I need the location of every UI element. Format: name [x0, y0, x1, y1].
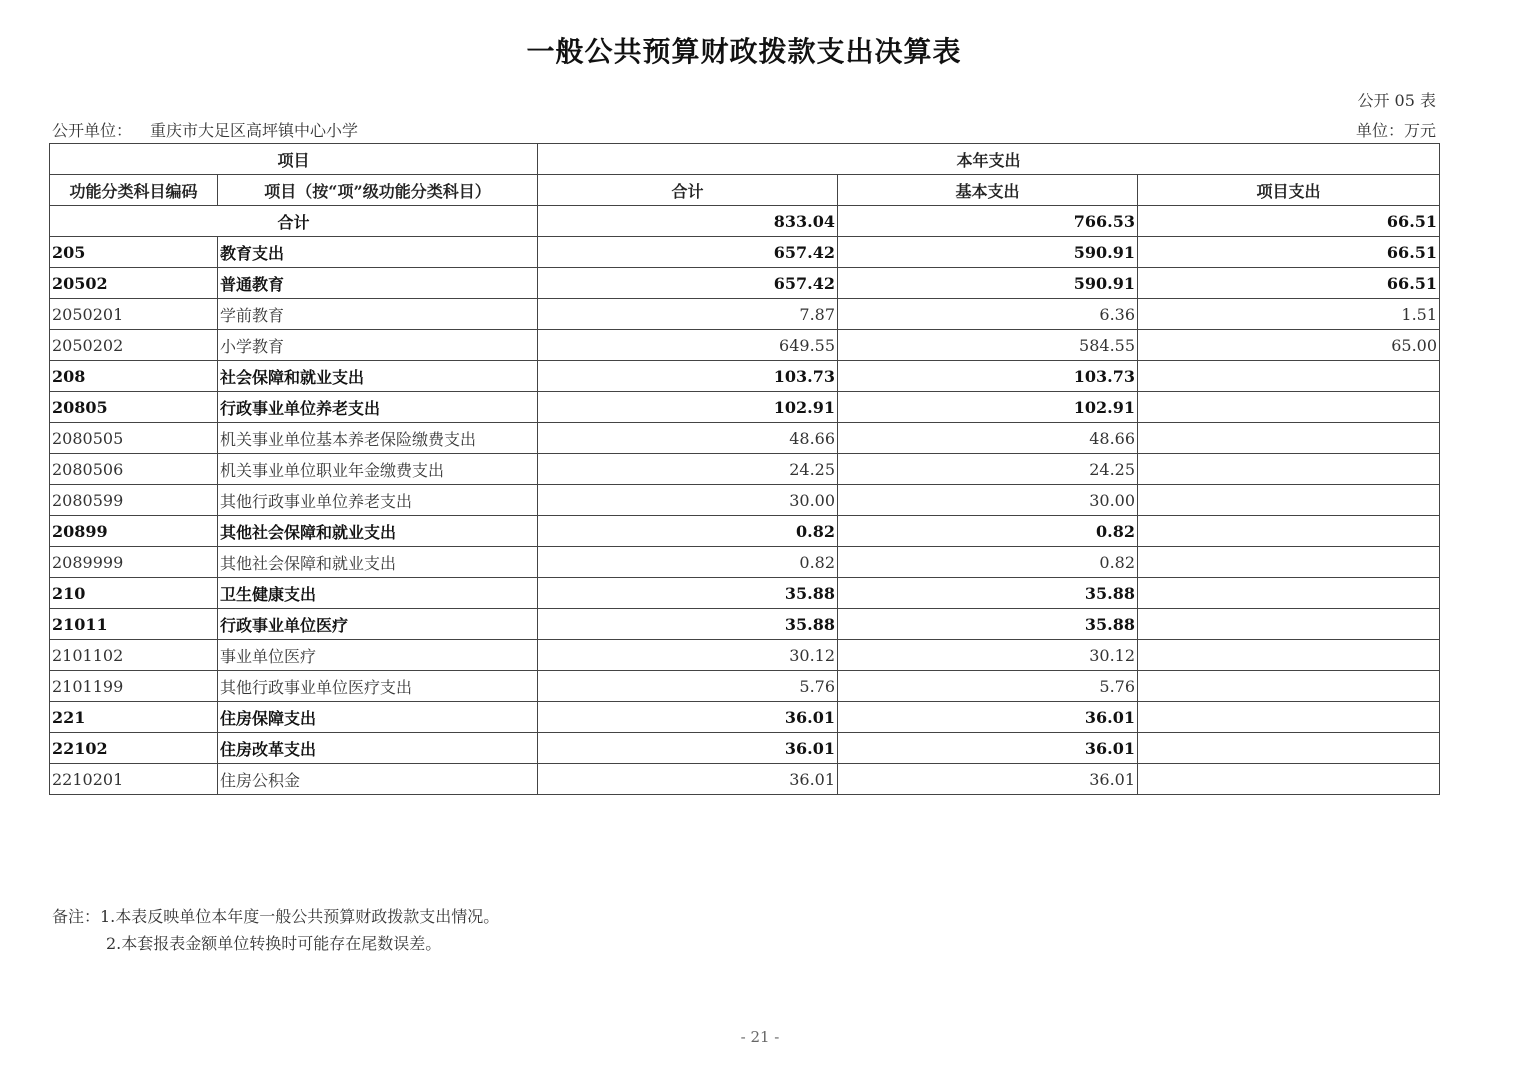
table-row: [50, 764, 1440, 795]
row-name: 行政事业单位养老支出: [218, 392, 538, 423]
row-total: 0.82: [538, 547, 838, 578]
row-project: [1138, 578, 1440, 609]
table-row: [50, 485, 1440, 516]
row-name: 住房公积金: [218, 764, 538, 795]
row-code: 2080599: [50, 485, 218, 516]
total-label: 合计: [50, 206, 538, 237]
row-code: 2101102: [50, 640, 218, 671]
row-code: 20805: [50, 392, 218, 423]
row-project: 66.51: [1138, 268, 1440, 299]
total-row: [50, 206, 1440, 237]
table-row: [50, 547, 1440, 578]
header-row-columns: [50, 175, 1440, 206]
note-1: 备注：1.本表反映单位本年度一般公共预算财政拨款支出情况。: [52, 907, 500, 926]
row-project: [1138, 392, 1440, 423]
row-project: [1138, 547, 1440, 578]
reporting-unit-label: 公开单位：: [52, 121, 133, 140]
table-row: [50, 609, 1440, 640]
row-project: [1138, 609, 1440, 640]
table-row: [50, 237, 1440, 268]
header-basic: 基本支出: [838, 175, 1138, 206]
page-title: 一般公共预算财政拨款支出决算表: [526, 35, 962, 68]
row-name: 其他行政事业单位医疗支出: [218, 671, 538, 702]
table-body: [50, 206, 1440, 795]
row-project: [1138, 454, 1440, 485]
row-name: 卫生健康支出: [218, 578, 538, 609]
table-row: [50, 640, 1440, 671]
row-total: 36.01: [538, 733, 838, 764]
row-basic: 30.00: [838, 485, 1138, 516]
table-row: [50, 671, 1440, 702]
table-row: [50, 299, 1440, 330]
row-total: 0.82: [538, 516, 838, 547]
row-name: 住房改革支出: [218, 733, 538, 764]
total-basic: 766.53: [838, 206, 1138, 237]
row-total: 657.42: [538, 237, 838, 268]
row-code: 20899: [50, 516, 218, 547]
row-basic: 0.82: [838, 547, 1138, 578]
row-basic: 6.36: [838, 299, 1138, 330]
row-basic: 36.01: [838, 702, 1138, 733]
row-name: 其他社会保障和就业支出: [218, 547, 538, 578]
row-basic: 24.25: [838, 454, 1138, 485]
row-name: 行政事业单位医疗: [218, 609, 538, 640]
row-code: 2080506: [50, 454, 218, 485]
row-name: 其他行政事业单位养老支出: [218, 485, 538, 516]
row-name: 住房保障支出: [218, 702, 538, 733]
row-code: 22102: [50, 733, 218, 764]
header-row-group: [50, 144, 1440, 175]
note-2: 2.本套报表金额单位转换时可能存在尾数误差。: [106, 934, 442, 953]
row-code: 2101199: [50, 671, 218, 702]
row-code: 2089999: [50, 547, 218, 578]
row-total: 48.66: [538, 423, 838, 454]
header-project: 项目支出: [1138, 175, 1440, 206]
row-basic: 35.88: [838, 578, 1138, 609]
row-name: 机关事业单位职业年金缴费支出: [218, 454, 538, 485]
row-basic: 103.73: [838, 361, 1138, 392]
row-total: 657.42: [538, 268, 838, 299]
header-item: 项目（按“项”级功能分类科目）: [218, 175, 538, 206]
row-code: 2210201: [50, 764, 218, 795]
row-name: 小学教育: [218, 330, 538, 361]
row-total: 35.88: [538, 578, 838, 609]
row-project: [1138, 733, 1440, 764]
table-row: [50, 733, 1440, 764]
row-total: 35.88: [538, 609, 838, 640]
row-code: 2050201: [50, 299, 218, 330]
reporting-unit-name: 重庆市大足区高坪镇中心小学: [150, 121, 359, 140]
row-basic: 30.12: [838, 640, 1138, 671]
table-row: [50, 702, 1440, 733]
row-total: 649.55: [538, 330, 838, 361]
row-name: 机关事业单位基本养老保险缴费支出: [218, 423, 538, 454]
row-total: 5.76: [538, 671, 838, 702]
row-total: 103.73: [538, 361, 838, 392]
header-total: 合计: [538, 175, 838, 206]
row-code: 2050202: [50, 330, 218, 361]
form-number: 公开 05 表: [1357, 91, 1436, 110]
row-basic: 5.76: [838, 671, 1138, 702]
row-basic: 36.01: [838, 733, 1138, 764]
reporting-unit: [52, 118, 358, 141]
total-total: 833.04: [538, 206, 838, 237]
table-row: [50, 361, 1440, 392]
row-basic: 584.55: [838, 330, 1138, 361]
row-project: 1.51: [1138, 299, 1440, 330]
row-project: 66.51: [1138, 237, 1440, 268]
row-basic: 48.66: [838, 423, 1138, 454]
table-row: [50, 268, 1440, 299]
row-basic: 0.82: [838, 516, 1138, 547]
total-project: 66.51: [1138, 206, 1440, 237]
row-project: 65.00: [1138, 330, 1440, 361]
table-row: [50, 330, 1440, 361]
row-code: 2080505: [50, 423, 218, 454]
row-basic: 102.91: [838, 392, 1138, 423]
table-row: [50, 423, 1440, 454]
row-project: [1138, 361, 1440, 392]
row-project: [1138, 671, 1440, 702]
header-code: 功能分类科目编码: [50, 175, 218, 206]
table-row: [50, 392, 1440, 423]
table-row: [50, 578, 1440, 609]
row-basic: 36.01: [838, 764, 1138, 795]
row-basic: 35.88: [838, 609, 1138, 640]
row-project: [1138, 764, 1440, 795]
row-code: 20502: [50, 268, 218, 299]
row-code: 210: [50, 578, 218, 609]
row-project: [1138, 423, 1440, 454]
row-basic: 590.91: [838, 237, 1138, 268]
expenditure-table: [49, 143, 1440, 795]
row-project: [1138, 702, 1440, 733]
row-total: 30.00: [538, 485, 838, 516]
row-name: 普通教育: [218, 268, 538, 299]
row-name: 事业单位医疗: [218, 640, 538, 671]
table-row: [50, 454, 1440, 485]
header-item-group: 项目: [50, 144, 538, 175]
row-name: 学前教育: [218, 299, 538, 330]
row-name: 其他社会保障和就业支出: [218, 516, 538, 547]
currency-unit: 单位：万元: [1355, 121, 1436, 140]
row-total: 36.01: [538, 702, 838, 733]
page-number: - 21 -: [740, 1028, 780, 1046]
row-code: 21011: [50, 609, 218, 640]
row-code: 205: [50, 237, 218, 268]
notes: [52, 903, 499, 957]
header-expense-group: 本年支出: [538, 144, 1440, 175]
row-total: 36.01: [538, 764, 838, 795]
row-project: [1138, 485, 1440, 516]
row-total: 7.87: [538, 299, 838, 330]
table-row: [50, 516, 1440, 547]
row-total: 24.25: [538, 454, 838, 485]
row-project: [1138, 516, 1440, 547]
row-code: 221: [50, 702, 218, 733]
row-name: 教育支出: [218, 237, 538, 268]
row-project: [1138, 640, 1440, 671]
row-basic: 590.91: [838, 268, 1138, 299]
row-code: 208: [50, 361, 218, 392]
row-total: 30.12: [538, 640, 838, 671]
row-name: 社会保障和就业支出: [218, 361, 538, 392]
row-total: 102.91: [538, 392, 838, 423]
